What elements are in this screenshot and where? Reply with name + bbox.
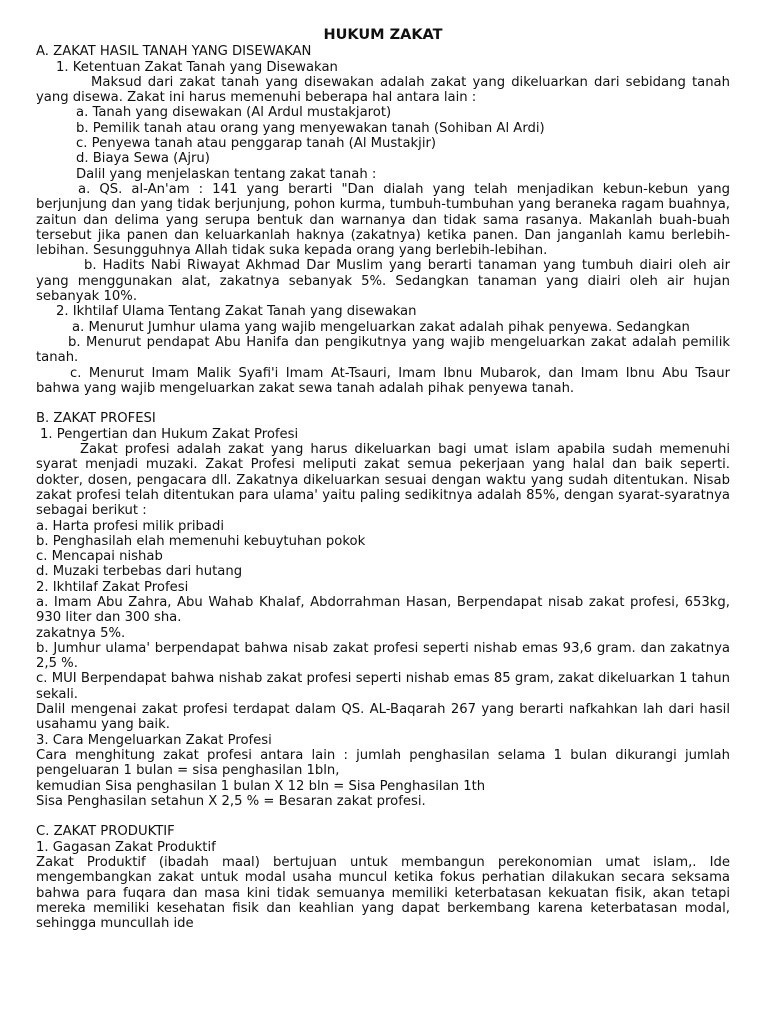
paragraph: 2. Ikhtilaf Zakat Profesi (36, 579, 189, 595)
paragraph: 1. Gagasan Zakat Produktif (36, 839, 216, 855)
paragraph: 1. Ketentuan Zakat Tanah yang Disewakan (56, 59, 338, 75)
document-body (36, 44, 730, 931)
paragraph: C. ZAKAT PRODUKTIF (36, 824, 175, 840)
paragraph: a. Tanah yang disewakan (Al Ardul mustakjarot) (76, 105, 392, 121)
blank-line (36, 396, 730, 411)
paragraph: Cara menghitung zakat profesi antara lain : jumlah penghasilan selama 1 bulan dikurangi jumlah pengeluaran 1 bulan = sisa penghasilan 1bln, (36, 747, 730, 779)
paragraph: c. Penyewa tanah atau penggarap tanah (Al Mustakjir) (76, 136, 437, 152)
paragraph: d. Biaya Sewa (Ajru) (76, 151, 210, 167)
paragraph: zakatnya 5%. (36, 625, 126, 641)
paragraph: Dalil mengenai zakat profesi terdapat dalam QS. AL-Baqarah 267 yang berarti nafkahkan lah dari hasil usahamu yang baik. (36, 702, 730, 733)
blank-line (36, 809, 730, 824)
document-title: HUKUM ZAKAT (323, 27, 443, 43)
paragraph: B. ZAKAT PROFESI (36, 411, 156, 427)
paragraph: c. Menurut Imam Malik Syafi'i Imam At-Tsauri, Imam Ibnu Mubarok, dan Imam Ibnu Abu Tsaur bahwa yang wajib mengeluarkan zakat sewa tanah adalah pihak penyewa tanah. (36, 365, 730, 396)
paragraph: a. Harta profesi milik pribadi (36, 518, 224, 534)
paragraph: Zakat profesi adalah zakat yang harus dikeluarkan bagi umat islam apabila sudah memenuhi syarat menjadi muzaki. Zakat Profesi meliputi zakat semua pekerjaan yang halal dan baik seperti. dokter, dosen, pengacara dll. Zakatnya dikeluarkan sesuai dengan waktu yang sudah ditentukan. Nisab zakat profesi telah ditentukan para ulama' yaitu paling sedikitnya adalah 85%, dengan syarat-syaratnya sebagai berikut : (36, 442, 730, 519)
paragraph: c. Mencapai nishab (36, 549, 163, 565)
paragraph: Dalil yang menjelaskan tentang zakat tanah : (76, 166, 377, 182)
paragraph: a. Menurut Jumhur ulama yang wajib mengeluarkan zakat adalah pihak penyewa. Sedangkan (72, 319, 690, 335)
paragraph: b. Jumhur ulama' berpendapat bahwa nisab zakat profesi seperti nishab emas 93,6 gram. dan zakatnya 2,5 %. (36, 640, 730, 672)
paragraph: Sisa Penghasilan setahun X 2,5 % = Besaran zakat profesi. (36, 793, 426, 809)
paragraph: c. MUI Berpendapat bahwa nishab zakat profesi seperti nishab emas 85 gram, zakat dikeluarkan 1 tahun sekali. (36, 671, 730, 702)
paragraph: Maksud dari zakat tanah yang disewakan adalah zakat yang dikeluarkan dari sebidang tanah yang disewa. Zakat ini harus memenuhi beberapa hal antara lain : (36, 74, 730, 106)
paragraph: b. Hadits Nabi Riwayat Akhmad Dar Muslim yang berarti tanaman yang tumbuh diairi oleh air yang menggunakan alat, zakatnya sebanyak 5%. Sedangkan tanaman yang diairi oleh air hujan sebanyak 10%. (36, 258, 730, 305)
paragraph: b. Penghasilah elah memenuhi kebuytuhan pokok (36, 533, 366, 549)
paragraph: Zakat Produktif (ibadah maal) bertujuan untuk membangun perekonomian umat islam,. Ide mengembangkan zakat untuk modal usaha muncul ketika fokus perhatian dilakukan secara seksama bahwa para fuqara dan masa kini tidak semuanya memiliki keterbatasan kekuatan fisik, akan tetapi mereka memiliki kesehatan fisik dan keahlian yang dapat berkembang karena keterbatasan modal, sehingga muncullah ide (36, 855, 730, 932)
paragraph: 1. Pengertian dan Hukum Zakat Profesi (40, 426, 299, 442)
paragraph: d. Muzaki terbebas dari hutang (36, 564, 243, 580)
paragraph: A. ZAKAT HASIL TANAH YANG DISEWAKAN (36, 44, 312, 60)
document-page (36, 28, 730, 932)
paragraph: a. QS. al-An'am : 141 yang berarti "Dan dialah yang telah menjadikan kebun-kebun yang berjunjung dan yang tidak berjunjung, pohon kurma, tumbuh-tumbuhan yang beraneka ragam buahnya, zaitun dan delima yang serupa bentuk dan warnanya dan tidak sama rasanya. Makanlah buah-buah tersebut jika panen dan keluarkanlah haknya (zakatnya) ketika panen. Dan janganlah kamu berlebih-lebihan. Sesungguhnya Allah tidak suka kepada orang yang berlebih-lebihan. (36, 181, 730, 259)
paragraph: 2. Ikhtilaf Ulama Tentang Zakat Tanah yang disewakan (56, 304, 417, 320)
paragraph: a. Imam Abu Zahra, Abu Wahab Khalaf, Abdorrahman Hasan, Berpendapat nisab zakat profesi, 653kg, 930 liter dan 300 sha. (36, 594, 730, 626)
paragraph: b. Menurut pendapat Abu Hanifa dan pengikutnya yang wajib mengeluarkan zakat adalah pemilik tanah. (36, 334, 730, 366)
paragraph: kemudian Sisa penghasilan 1 bulan X 12 bln = Sisa Penghasilan 1th (36, 778, 486, 794)
paragraph: 3. Cara Mengeluarkan Zakat Profesi (36, 732, 272, 748)
paragraph: b. Pemilik tanah atau orang yang menyewakan tanah (Sohiban Al Ardi) (76, 120, 545, 136)
